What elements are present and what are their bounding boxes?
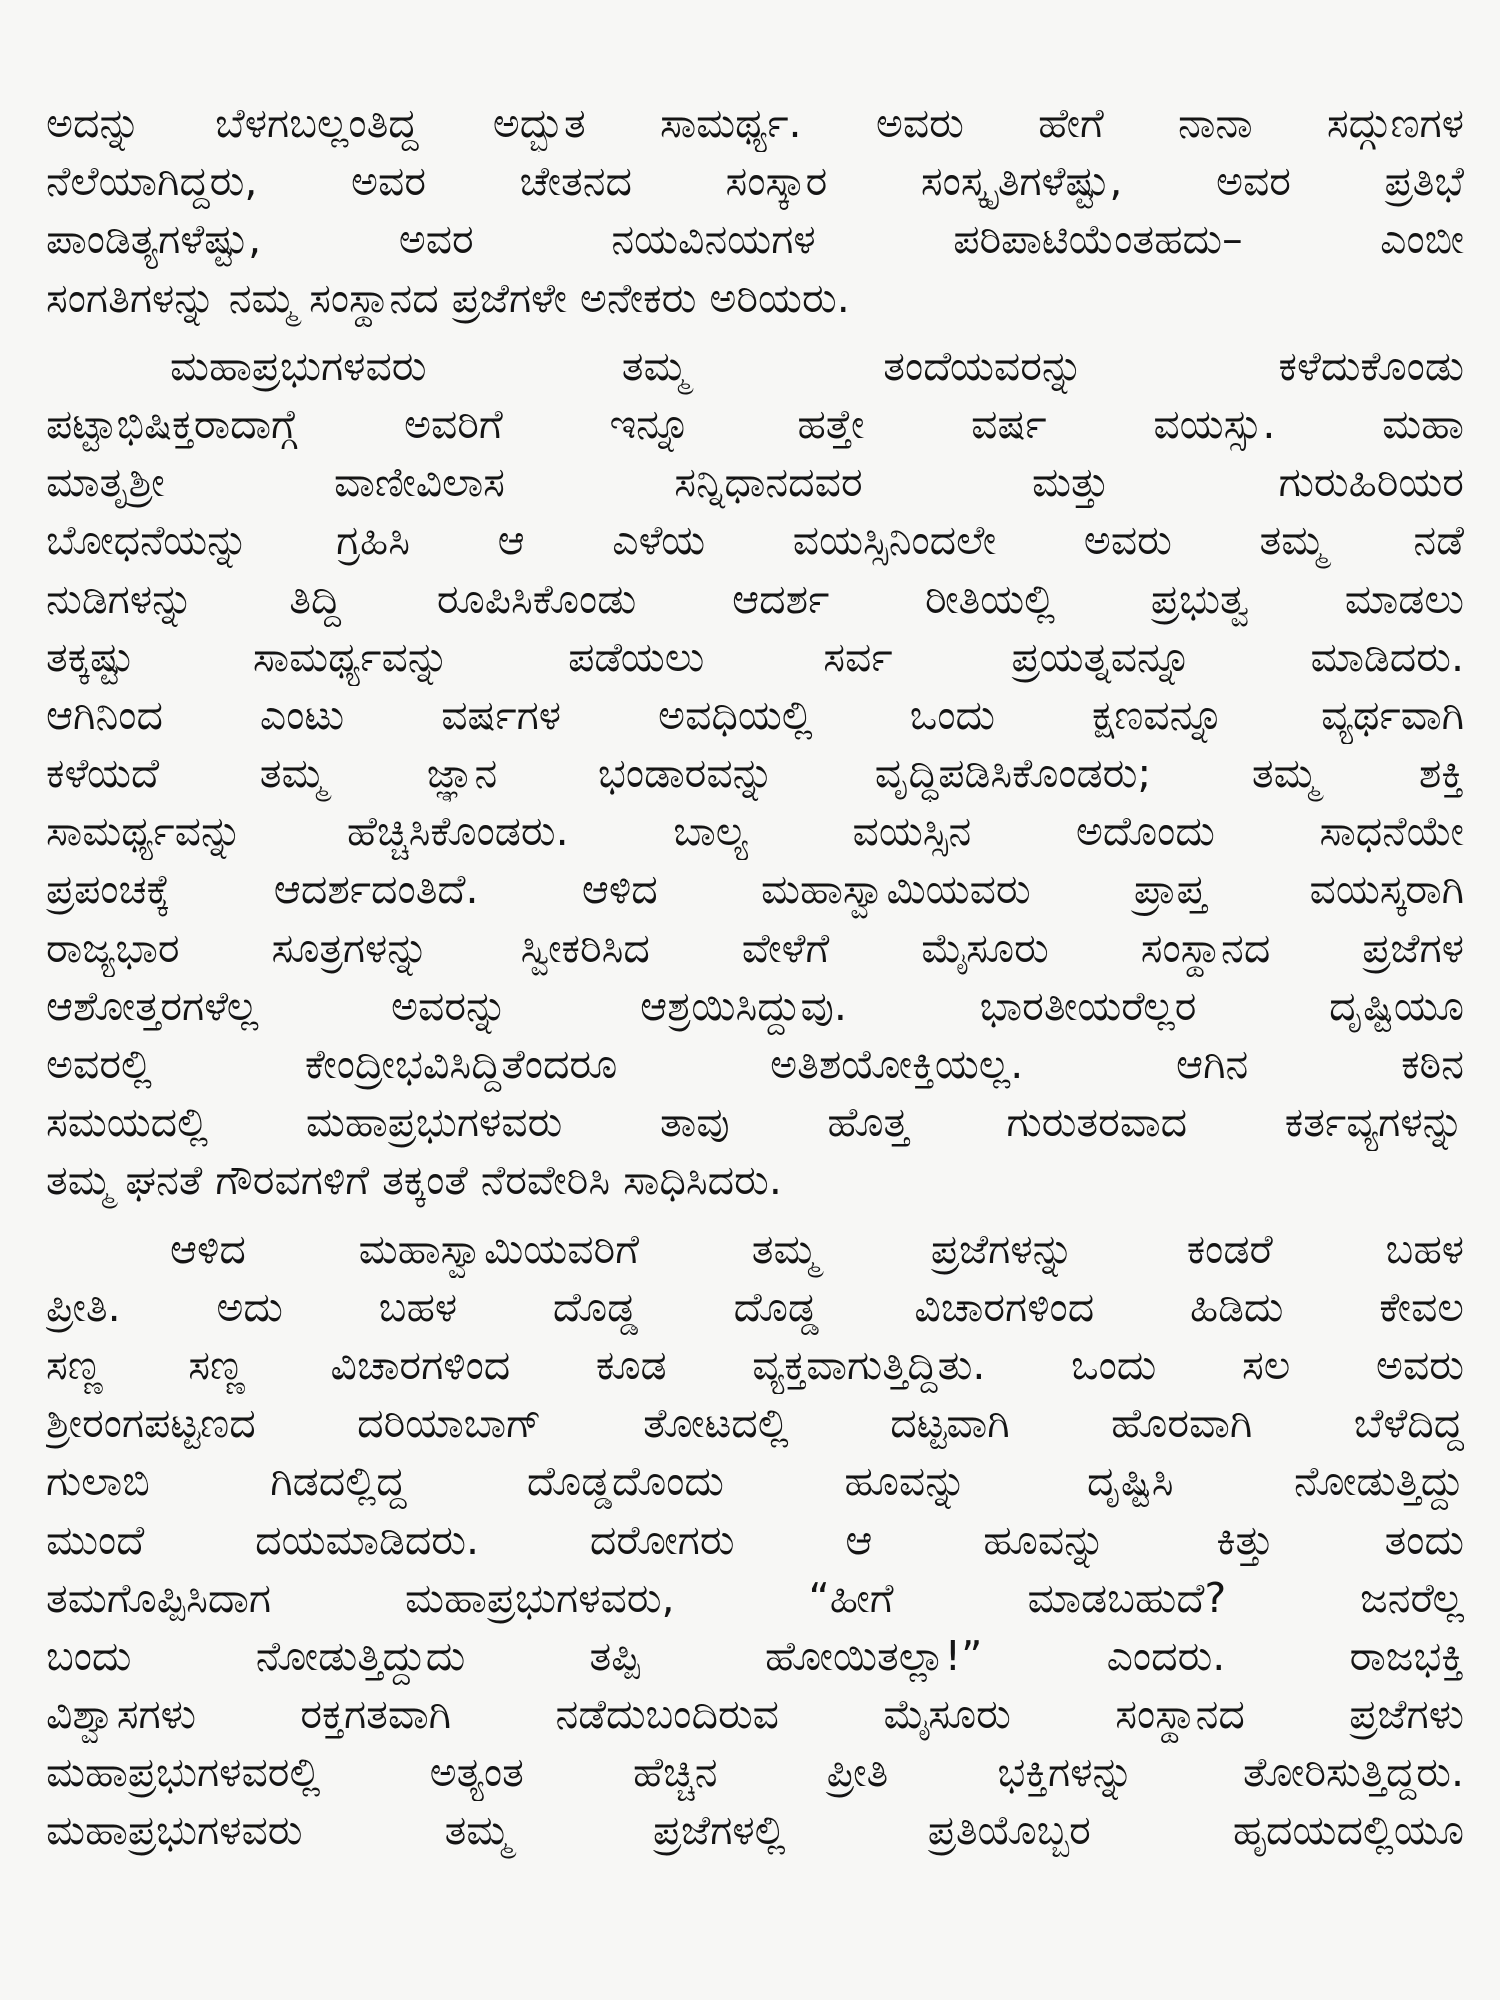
text-line: ಅವರಲ್ಲಿ ಕೇಂದ್ರೀಭವಿಸಿದ್ದಿತೆಂದರೂ ಅತಿಶಯೋಕ್ತಿಯಲ್ಲ. ಆಗಿನ ಕಠಿನ	[46, 1040, 1464, 1088]
text-line: ಪ್ರೀತಿ. ಅದು ಬಹಳ ದೊಡ್ಡ ದೊಡ್ಡ ವಿಚಾರಗಳಿಂದ ಹಿಡಿದು ಕೇವಲ	[46, 1282, 1464, 1331]
text-line: ಅದನ್ನು ಬೆಳಗಬಲ್ಲಂತಿದ್ದ ಅದ್ಭುತ ಸಾಮರ್ಥ್ಯ. ಅವರು ಹೇಗೆ ನಾನಾ ಸದ್ಗುಣಗಳ	[46, 99, 1464, 147]
text-line: ಮಹಾಪ್ರಭುಗಳವರು ತಮ್ಮ ಪ್ರಜೆಗಳಲ್ಲಿ ಪ್ರತಿಯೊಬ್ಬರ ಹೃದಯದಲ್ಲಿಯೂ	[46, 1806, 1464, 1855]
text-line: ಮುಂದೆ ದಯಮಾಡಿದರು. ದರೋಗರು ಆ ಹೂವನ್ನು ಕಿತ್ತು ತಂದು	[46, 1515, 1464, 1564]
text-line: ತಮ್ಮ ಘನತೆ ಗೌರವಗಳಿಗೆ ತಕ್ಕಂತೆ ನೆರವೇರಿಸಿ ಸಾಧಿಸಿದರು.	[46, 1156, 782, 1205]
text-line: ಸಣ್ಣ ಸಣ್ಣ ವಿಚಾರಗಳಿಂದ ಕೂಡ ವ್ಯಕ್ತವಾಗುತ್ತಿದ್ದಿತು. ಒಂದು ಸಲ ಅವರು	[46, 1340, 1464, 1389]
paragraph-1	[46, 94, 1464, 327]
text-line: ಬೋಧನೆಯನ್ನು ಗ್ರಹಿಸಿ ಆ ಎಳೆಯ ವಯಸ್ಸಿನಿಂದಲೇ ಅವರು ತಮ್ಮ ನಡೆ	[46, 516, 1464, 565]
text-line: ಮಹಾಪ್ರಭುಗಳವರು ತಮ್ಮ ತಂದೆಯವರನ್ನು ಕಳೆದುಕೊಂಡು	[170, 341, 1464, 390]
text-line: ಪಾಂಡಿತ್ಯಗಳೆಷ್ಟು, ಅವರ ನಯವಿನಯಗಳ ಪರಿಪಾಟಿಯೆಂತಹದು– ಎಂಬೀ	[46, 215, 1464, 264]
text-line: ಕಳೆಯದೆ ತಮ್ಮ ಜ್ಞಾನ ಭಂಡಾರವನ್ನು ವೃದ್ಧಿಪಡಿಸಿಕೊಂಡರು; ತಮ್ಮ ಶಕ್ತಿ	[46, 749, 1464, 798]
text-line: ನೆಲೆಯಾಗಿದ್ದರು, ಅವರ ಚೇತನದ ಸಂಸ್ಕಾರ ಸಂಸ್ಕೃತಿಗಳೆಷ್ಟು, ಅವರ ಪ್ರತಿಭೆ	[46, 157, 1464, 206]
text-line: ಶ್ರೀರಂಗಪಟ್ಟಣದ ದರಿಯಾಬಾಗ್ ತೋಟದಲ್ಲಿ ದಟ್ಟವಾಗಿ ಹೊರವಾಗಿ ಬೆಳೆದಿದ್ದ	[46, 1399, 1464, 1448]
paragraph-2	[46, 337, 1464, 1210]
paragraph-gap	[46, 327, 1464, 337]
text-line: ಆಗಿನಿಂದ ಎಂಟು ವರ್ಷಗಳ ಅವಧಿಯಲ್ಲಿ ಒಂದು ಕ್ಷಣವನ್ನೂ ವ್ಯರ್ಥವಾಗಿ	[46, 690, 1464, 739]
text-line: ತಕ್ಕಷ್ಟು ಸಾಮರ್ಥ್ಯವನ್ನು ಪಡೆಯಲು ಸರ್ವ ಪ್ರಯತ್ನವನ್ನೂ ಮಾಡಿದರು.	[46, 632, 1464, 681]
text-line: ಪಟ್ಟಾಭಿಷಿಕ್ತರಾದಾಗ್ಗೆ ಅವರಿಗೆ ಇನ್ನೂ ಹತ್ತೇ ವರ್ಷ ವಯಸ್ಸು. ಮಹಾ	[46, 399, 1464, 448]
text-line: ಸಾಮರ್ಥ್ಯವನ್ನು ಹೆಚ್ಚಿಸಿಕೊಂಡರು. ಬಾಲ್ಯ ವಯಸ್ಸಿನ ಅದೊಂದು ಸಾಧನೆಯೇ	[46, 807, 1464, 856]
text-line: ತಮಗೊಪ್ಪಿಸಿದಾಗ ಮಹಾಪ್ರಭುಗಳವರು, “ಹೀಗೆ ಮಾಡಬಹುದೆ? ಜನರೆಲ್ಲ	[46, 1573, 1464, 1622]
paragraph-3	[46, 1220, 1464, 1860]
paragraph-gap	[46, 1210, 1464, 1220]
text-line: ಪ್ರಪಂಚಕ್ಕೆ ಆದರ್ಶದಂತಿದೆ. ಆಳಿದ ಮಹಾಸ್ವಾಮಿಯವರು ಪ್ರಾಪ್ತ ವಯಸ್ಕರಾಗಿ	[46, 865, 1464, 914]
text-line: ಗುಲಾಬಿ ಗಿಡದಲ್ಲಿದ್ದ ದೊಡ್ಡದೊಂದು ಹೂವನ್ನು ದೃಷ್ಟಿಸಿ ನೋಡುತ್ತಿದ್ದು	[46, 1457, 1464, 1506]
text-line: ಮಹಾಪ್ರಭುಗಳವರಲ್ಲಿ ಅತ್ಯಂತ ಹೆಚ್ಚಿನ ಪ್ರೀತಿ ಭಕ್ತಿಗಳನ್ನು ತೋರಿಸುತ್ತಿದ್ದರು.	[46, 1748, 1464, 1797]
text-line: ಸಮಯದಲ್ಲಿ ಮಹಾಪ್ರಭುಗಳವರು ತಾವು ಹೊತ್ತ ಗುರುತರವಾದ ಕರ್ತವ್ಯಗಳನ್ನು	[46, 1098, 1464, 1147]
text-line: ಮಾತೃಶ್ರೀ ವಾಣೀವಿಲಾಸ ಸನ್ನಿಧಾನದವರ ಮತ್ತು ಗುರುಹಿರಿಯರ	[46, 458, 1464, 507]
text-line: ಆಳಿದ ಮಹಾಸ್ವಾಮಿಯವರಿಗೆ ತಮ್ಮ ಪ್ರಜೆಗಳನ್ನು ಕಂಡರೆ ಬಹಳ	[170, 1224, 1464, 1273]
text-line: ನುಡಿಗಳನ್ನು ತಿದ್ದಿ ರೂಪಿಸಿಕೊಂಡು ಆದರ್ಶ ರೀತಿಯಲ್ಲಿ ಪ್ರಭುತ್ವ ಮಾಡಲು	[46, 574, 1464, 623]
text-line: ಸಂಗತಿಗಳನ್ನು ನಮ್ಮ ಸಂಸ್ಥಾನದ ಪ್ರಜೆಗಳೇ ಅನೇಕರು ಅರಿಯರು.	[46, 273, 850, 322]
text-line: ಬಂದು ನೋಡುತ್ತಿದ್ದುದು ತಪ್ಪಿ ಹೋಯಿತಲ್ಲಾ!” ಎಂದರು. ರಾಜಭಕ್ತಿ	[46, 1631, 1464, 1680]
text-line: ವಿಶ್ವಾಸಗಳು ರಕ್ತಗತವಾಗಿ ನಡೆದುಬಂದಿರುವ ಮೈಸೂರು ಸಂಸ್ಥಾನದ ಪ್ರಜೆಗಳು	[46, 1690, 1464, 1739]
text-line: ಆಶೋತ್ತರಗಳೆಲ್ಲ ಅವರನ್ನು ಆಶ್ರಯಿಸಿದ್ದುವು. ಭಾರತೀಯರೆಲ್ಲರ ದೃಷ್ಟಿಯೂ	[46, 981, 1464, 1030]
text-line: ರಾಜ್ಯಭಾರ ಸೂತ್ರಗಳನ್ನು ಸ್ವೀಕರಿಸಿದ ವೇಳೆಗೆ ಮೈಸೂರು ಸಂಸ್ಥಾನದ ಪ್ರಜೆಗಳ	[46, 923, 1464, 972]
